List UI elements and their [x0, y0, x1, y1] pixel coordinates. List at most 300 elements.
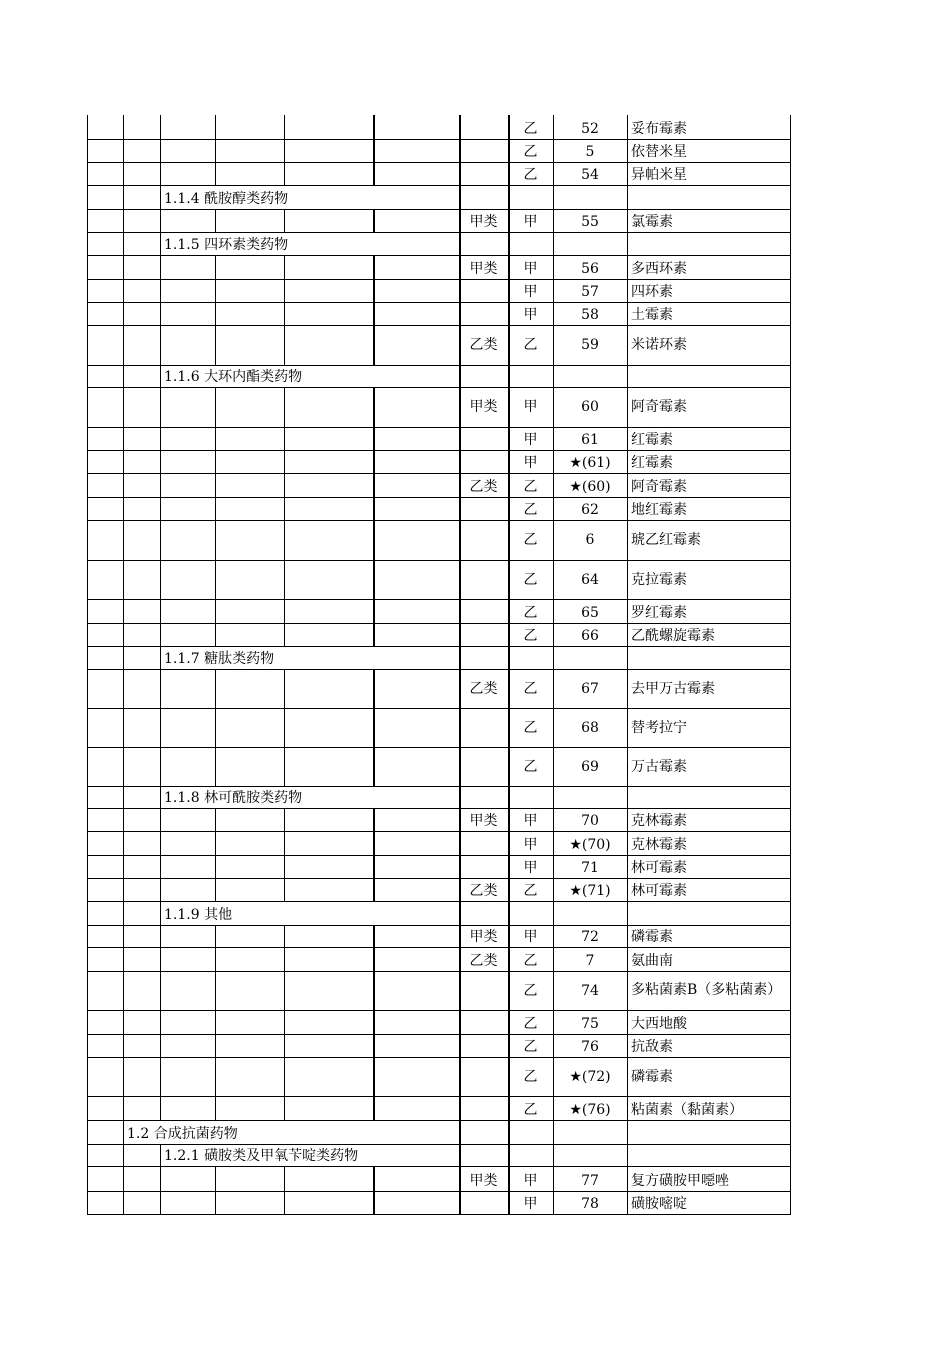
column-border: [284, 139, 285, 163]
column-border: [123, 450, 124, 474]
column-border: [627, 831, 628, 856]
column-border: [215, 878, 216, 902]
column-border: [123, 209, 124, 233]
column-border: [627, 925, 628, 948]
column-border: [790, 1120, 791, 1145]
column-border: [284, 1166, 285, 1192]
column-border: [459, 1010, 461, 1035]
column-border: [284, 162, 285, 186]
column-border: [790, 325, 791, 366]
column-border: [87, 139, 88, 163]
subsection-heading: 1.2.1 磺胺类及甲氧苄啶类药物: [164, 1148, 359, 1164]
column-border: [87, 560, 88, 600]
drug-name-cell: 万古霉素: [631, 758, 687, 775]
column-border: [123, 302, 124, 326]
column-border: [160, 450, 161, 474]
column-border: [459, 427, 461, 451]
column-border: [160, 115, 161, 140]
column-border: [459, 115, 461, 140]
row-border: [87, 1144, 791, 1145]
drug-level-cell: 甲: [523, 214, 538, 230]
column-border: [284, 427, 285, 451]
column-border: [87, 878, 88, 902]
drug-name-cell: 妥布霉素: [631, 121, 687, 137]
column-border: [123, 387, 124, 428]
column-border: [215, 831, 216, 856]
column-border: [284, 1034, 285, 1058]
drug-name-cell: 土霉素: [631, 307, 673, 323]
column-border: [87, 1010, 88, 1035]
column-border: [790, 1057, 791, 1097]
column-border: [627, 232, 628, 256]
column-border: [87, 1144, 88, 1167]
section-heading: 1.2 合成抗菌药物: [127, 1126, 238, 1142]
column-border: [373, 747, 375, 787]
column-border: [508, 232, 510, 256]
column-border: [160, 786, 161, 809]
column-border: [123, 708, 124, 748]
column-border: [790, 302, 791, 326]
item-number-cell: 66: [581, 628, 599, 644]
column-border: [373, 878, 375, 902]
column-border: [123, 1096, 124, 1121]
column-border: [284, 473, 285, 498]
column-border: [459, 232, 461, 256]
subsection-heading: 1.1.9 其他: [164, 907, 233, 923]
column-border: [215, 971, 216, 1011]
column-border: [508, 901, 510, 926]
drug-level-cell: 甲: [523, 1196, 538, 1212]
drug-level-cell: 甲: [523, 837, 538, 853]
column-border: [373, 599, 375, 624]
drug-level-cell: 甲: [523, 455, 538, 471]
column-border: [160, 623, 161, 647]
drug-level-cell: 甲: [523, 307, 538, 323]
column-border: [87, 831, 88, 856]
category-cell: 甲类: [469, 813, 498, 829]
column-border: [459, 1120, 461, 1145]
item-number-cell: 55: [581, 214, 599, 230]
column-border: [373, 279, 375, 303]
column-border: [790, 365, 791, 388]
item-number-cell: ★(60): [569, 479, 611, 495]
column-border: [627, 808, 628, 832]
column-border: [87, 325, 88, 366]
column-border: [123, 520, 124, 561]
column-border: [160, 427, 161, 451]
column-border: [373, 450, 375, 474]
column-border: [459, 971, 461, 1011]
column-border: [627, 786, 628, 809]
column-border: [790, 162, 791, 186]
column-border: [627, 387, 628, 428]
drug-level-cell: 乙: [523, 758, 538, 775]
drug-name-cell: 替考拉宁: [631, 719, 687, 736]
column-border: [160, 1166, 161, 1192]
category-cell: 乙类: [469, 883, 498, 899]
column-border: [160, 139, 161, 163]
column-border: [87, 855, 88, 879]
column-border: [160, 747, 161, 787]
column-border: [87, 808, 88, 832]
column-border: [160, 520, 161, 561]
drug-name-cell: 依替米星: [631, 144, 687, 160]
column-border: [790, 878, 791, 902]
drug-name-cell: 四环素: [631, 284, 673, 300]
column-border: [459, 1096, 461, 1121]
row-border: [87, 185, 791, 186]
item-number-cell: 52: [581, 121, 599, 137]
drug-name-cell: 磷霉素: [631, 929, 673, 945]
column-border: [87, 1034, 88, 1058]
column-border: [215, 325, 216, 366]
column-border: [215, 747, 216, 787]
column-border: [790, 925, 791, 948]
column-border: [373, 497, 375, 521]
column-border: [373, 669, 375, 709]
column-border: [215, 1010, 216, 1035]
column-border: [373, 855, 375, 879]
column-border: [373, 1057, 375, 1097]
column-border: [215, 209, 216, 233]
item-number-cell: ★(71): [569, 883, 611, 899]
item-number-cell: 69: [581, 758, 599, 775]
column-border: [373, 560, 375, 600]
drug-name-cell: 去甲万古霉素: [631, 680, 715, 697]
column-border: [215, 623, 216, 647]
column-border: [790, 450, 791, 474]
category-cell: 甲类: [469, 214, 498, 230]
column-border: [627, 473, 628, 498]
column-border: [215, 599, 216, 624]
column-border: [284, 1057, 285, 1097]
column-border: [553, 1120, 554, 1145]
column-border: [459, 162, 461, 186]
column-border: [123, 473, 124, 498]
column-border: [790, 387, 791, 428]
drug-level-cell: 乙: [523, 532, 538, 548]
column-border: [627, 365, 628, 388]
category-cell: 甲类: [469, 399, 498, 415]
column-border: [790, 971, 791, 1011]
column-border: [627, 450, 628, 474]
column-border: [123, 747, 124, 787]
column-border: [160, 325, 161, 366]
drug-name-cell: 多粘菌素B（多粘菌素）: [631, 982, 782, 998]
column-border: [459, 901, 461, 926]
column-border: [160, 947, 161, 972]
row-border: [87, 786, 791, 787]
column-border: [627, 599, 628, 624]
column-border: [123, 971, 124, 1011]
column-border: [627, 669, 628, 709]
column-border: [373, 325, 375, 366]
column-border: [284, 599, 285, 624]
column-border: [215, 1034, 216, 1058]
item-number-cell: 5: [585, 144, 595, 160]
column-border: [160, 878, 161, 902]
drug-name-cell: 氯霉素: [631, 214, 673, 230]
row-border: [87, 1214, 791, 1215]
item-number-cell: 68: [581, 719, 599, 736]
drug-level-cell: 甲: [523, 860, 538, 876]
column-border: [123, 878, 124, 902]
column-border: [160, 1144, 161, 1167]
column-border: [123, 901, 124, 926]
column-border: [790, 115, 791, 140]
category-cell: 乙类: [469, 479, 498, 495]
item-number-cell: 61: [581, 432, 599, 448]
column-border: [123, 669, 124, 709]
column-border: [284, 209, 285, 233]
column-border: [373, 708, 375, 748]
column-border: [87, 1166, 88, 1192]
column-border: [284, 947, 285, 972]
column-border: [373, 473, 375, 498]
item-number-cell: 76: [581, 1039, 599, 1055]
column-border: [87, 520, 88, 561]
column-border: [123, 646, 124, 670]
column-border: [160, 302, 161, 326]
column-border: [790, 1144, 791, 1167]
column-border: [123, 1034, 124, 1058]
item-number-cell: 67: [581, 680, 599, 697]
drug-level-cell: 乙: [523, 982, 538, 999]
column-border: [790, 139, 791, 163]
column-border: [508, 646, 510, 670]
drug-name-cell: 克林霉素: [631, 837, 687, 853]
column-border: [160, 185, 161, 210]
column-border: [215, 560, 216, 600]
column-border: [508, 185, 510, 210]
column-border: [123, 427, 124, 451]
column-border: [215, 855, 216, 879]
column-border: [790, 1166, 791, 1192]
column-border: [123, 162, 124, 186]
column-border: [87, 947, 88, 972]
drug-level-cell: 乙: [523, 1102, 538, 1118]
column-border: [508, 365, 510, 388]
column-border: [160, 279, 161, 303]
column-border: [790, 831, 791, 856]
item-number-cell: 6: [585, 532, 595, 548]
column-border: [553, 1144, 554, 1167]
item-number-cell: 58: [581, 307, 599, 323]
column-border: [160, 646, 161, 670]
column-border: [160, 387, 161, 428]
category-cell: 甲类: [469, 1173, 498, 1189]
column-border: [373, 209, 375, 233]
drug-name-cell: 氨曲南: [631, 953, 673, 969]
drug-level-cell: 乙: [523, 502, 538, 518]
column-border: [373, 255, 375, 280]
item-number-cell: ★(76): [569, 1102, 611, 1118]
column-border: [87, 387, 88, 428]
column-border: [627, 1144, 628, 1167]
column-border: [627, 497, 628, 521]
column-border: [459, 1057, 461, 1097]
column-border: [553, 646, 554, 670]
drug-level-cell: 乙: [523, 605, 538, 621]
row-border: [87, 646, 791, 647]
column-border: [160, 560, 161, 600]
column-border: [123, 855, 124, 879]
item-number-cell: 71: [581, 860, 599, 876]
column-border: [87, 450, 88, 474]
drug-level-cell: 乙: [523, 1039, 538, 1055]
drug-name-cell: 乙酰螺旋霉素: [631, 628, 715, 644]
drug-level-cell: 乙: [523, 479, 538, 495]
column-border: [627, 209, 628, 233]
column-border: [215, 162, 216, 186]
column-border: [459, 747, 461, 787]
column-border: [160, 808, 161, 832]
column-border: [123, 185, 124, 210]
item-number-cell: 64: [581, 571, 599, 588]
column-border: [284, 325, 285, 366]
column-border: [215, 1057, 216, 1097]
column-border: [508, 1144, 510, 1167]
column-border: [87, 1120, 88, 1145]
column-border: [215, 279, 216, 303]
column-border: [123, 115, 124, 140]
category-cell: 甲类: [469, 929, 498, 945]
column-border: [215, 115, 216, 140]
column-border: [553, 901, 554, 926]
column-border: [790, 808, 791, 832]
column-border: [459, 646, 461, 670]
drug-name-cell: 阿奇霉素: [631, 399, 687, 415]
column-border: [284, 450, 285, 474]
drug-level-cell: 甲: [523, 929, 538, 945]
column-border: [553, 185, 554, 210]
column-border: [373, 1096, 375, 1121]
drug-name-cell: 罗红霉素: [631, 605, 687, 621]
column-border: [284, 971, 285, 1011]
item-number-cell: 75: [581, 1016, 599, 1032]
column-border: [627, 162, 628, 186]
column-border: [790, 669, 791, 709]
column-border: [87, 115, 88, 140]
column-border: [373, 971, 375, 1011]
column-border: [790, 560, 791, 600]
column-border: [627, 1191, 628, 1215]
drug-name-cell: 大西地酸: [631, 1016, 687, 1032]
item-number-cell: 60: [581, 399, 599, 415]
column-border: [459, 185, 461, 210]
drug-level-cell: 乙: [523, 953, 538, 969]
drug-level-cell: 甲: [523, 432, 538, 448]
column-border: [790, 786, 791, 809]
drug-name-cell: 红霉素: [631, 432, 673, 448]
subsection-heading: 1.1.5 四环素类药物: [164, 237, 289, 253]
drug-name-cell: 磺胺嘧啶: [631, 1196, 687, 1212]
column-border: [459, 1034, 461, 1058]
drug-level-cell: 乙: [523, 121, 538, 137]
item-number-cell: 7: [585, 953, 595, 969]
column-border: [123, 232, 124, 256]
column-border: [160, 901, 161, 926]
column-border: [123, 497, 124, 521]
column-border: [284, 855, 285, 879]
column-border: [123, 1191, 124, 1215]
column-border: [627, 1034, 628, 1058]
column-border: [790, 599, 791, 624]
column-border: [790, 901, 791, 926]
column-border: [160, 855, 161, 879]
column-border: [87, 971, 88, 1011]
column-border: [627, 1096, 628, 1121]
column-border: [790, 855, 791, 879]
column-border: [627, 1120, 628, 1145]
column-border: [790, 497, 791, 521]
column-border: [284, 560, 285, 600]
column-border: [123, 139, 124, 163]
column-border: [284, 669, 285, 709]
column-border: [160, 1034, 161, 1058]
column-border: [284, 387, 285, 428]
column-border: [284, 708, 285, 748]
column-border: [87, 162, 88, 186]
column-border: [215, 1096, 216, 1121]
column-border: [627, 947, 628, 972]
row-border: [87, 365, 791, 366]
column-border: [215, 255, 216, 280]
column-border: [627, 255, 628, 280]
column-border: [215, 1166, 216, 1192]
column-border: [284, 520, 285, 561]
column-border: [627, 1010, 628, 1035]
drug-level-cell: 乙: [523, 719, 538, 736]
column-border: [87, 646, 88, 670]
category-cell: 乙类: [469, 337, 498, 353]
drug-level-cell: 乙: [523, 144, 538, 160]
column-border: [123, 279, 124, 303]
column-border: [627, 708, 628, 748]
column-border: [160, 925, 161, 948]
column-border: [87, 623, 88, 647]
item-number-cell: 54: [581, 167, 599, 183]
item-number-cell: 77: [581, 1173, 599, 1189]
drug-level-cell: 乙: [523, 628, 538, 644]
column-border: [123, 831, 124, 856]
item-number-cell: 62: [581, 502, 599, 518]
column-border: [123, 560, 124, 600]
row-border: [87, 901, 791, 902]
column-border: [627, 302, 628, 326]
drug-name-cell: 阿奇霉素: [631, 479, 687, 495]
column-border: [215, 669, 216, 709]
column-border: [284, 808, 285, 832]
column-border: [373, 302, 375, 326]
column-border: [123, 255, 124, 280]
column-border: [160, 599, 161, 624]
column-border: [215, 1191, 216, 1215]
column-border: [123, 623, 124, 647]
drug-level-cell: 乙: [523, 680, 538, 697]
column-border: [87, 209, 88, 233]
column-border: [627, 1166, 628, 1192]
row-border: [87, 1120, 791, 1121]
column-border: [284, 831, 285, 856]
column-border: [160, 209, 161, 233]
column-border: [160, 708, 161, 748]
item-number-cell: ★(61): [569, 455, 611, 471]
item-number-cell: 56: [581, 261, 599, 277]
drug-name-cell: 异帕米星: [631, 167, 687, 183]
column-border: [215, 302, 216, 326]
column-border: [87, 232, 88, 256]
